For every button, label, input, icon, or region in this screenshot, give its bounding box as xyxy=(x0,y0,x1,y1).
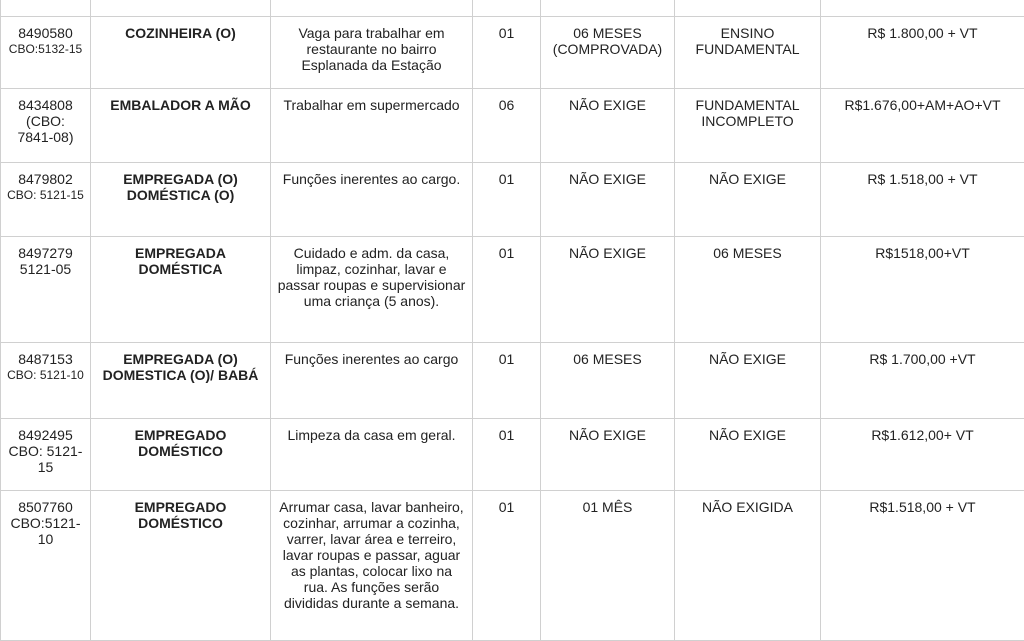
job-title-cell xyxy=(91,89,271,163)
job-title: COZINHEIRA (O) xyxy=(125,25,236,41)
job-title: EMPREGADO DOMÉSTICO xyxy=(135,499,227,531)
job-title: EMBALADOR A MÃO xyxy=(110,97,251,113)
table-row xyxy=(1,343,1024,419)
salary-cell xyxy=(821,17,1024,89)
job-code: 8487153 xyxy=(7,351,84,367)
experience-required: 01 MÊS xyxy=(583,499,633,515)
job-code: 8507760 xyxy=(7,499,84,515)
vacancy-count-cell xyxy=(473,343,541,419)
vacancy-count-cell xyxy=(473,237,541,343)
experience-required-cell xyxy=(541,163,675,237)
experience-required: NÃO EXIGE xyxy=(569,245,646,261)
salary-cell xyxy=(821,163,1024,237)
experience-required-cell xyxy=(541,343,675,419)
job-title-cell xyxy=(91,17,271,89)
job-description-cell xyxy=(271,17,473,89)
job-code: 8479802 xyxy=(7,171,84,187)
experience-required-cell xyxy=(541,17,675,89)
vacancy-count: 01 xyxy=(499,171,515,187)
cbo-code: CBO: 5121-10 xyxy=(7,367,84,383)
table-row xyxy=(1,491,1024,641)
schooling-required-cell xyxy=(675,163,821,237)
vacancy-count-cell xyxy=(473,419,541,491)
salary-cell xyxy=(821,237,1024,343)
job-code-cell xyxy=(1,163,91,237)
job-description: Funções inerentes ao cargo xyxy=(285,351,459,367)
job-code-cell xyxy=(1,237,91,343)
schooling-required: NÃO EXIGIDA xyxy=(702,499,793,515)
vacancy-count-cell xyxy=(473,17,541,89)
job-title: EMPREGADO DOMÉSTICO xyxy=(135,427,227,459)
table-row xyxy=(1,163,1024,237)
job-description: Trabalhar em supermercado xyxy=(283,97,459,113)
table-row xyxy=(1,89,1024,163)
cbo-code: CBO: 5121-15 xyxy=(7,187,84,203)
schooling-required: FUNDAMENTAL INCOMPLETO xyxy=(696,97,800,129)
job-code: 8492495 xyxy=(7,427,84,443)
vacancy-count-cell xyxy=(473,491,541,641)
salary: R$1.612,00+ VT xyxy=(871,427,973,443)
job-description: Arrumar casa, lavar banheiro, cozinhar, arrumar a cozinha, varrer, lavar área e terreiro, lavar roupas e passar, aguar as plantas, colocar lixo na rua. As funções serão divididas durante a semana. xyxy=(279,499,463,611)
schooling-required: NÃO EXIGE xyxy=(709,351,786,367)
job-code-cell xyxy=(1,419,91,491)
vacancy-count: 01 xyxy=(499,427,515,443)
salary: R$ 1.800,00 + VT xyxy=(867,25,977,41)
experience-required: 06 MESES (COMPROVADA) xyxy=(553,25,662,57)
table-row xyxy=(1,237,1024,343)
salary: R$ 1.518,00 + VT xyxy=(867,171,977,187)
vacancy-count: 01 xyxy=(499,351,515,367)
job-code: 8434808 xyxy=(7,97,84,113)
experience-required: NÃO EXIGE xyxy=(569,427,646,443)
cbo-code: CBO: 5121-15 xyxy=(7,443,84,475)
job-description: Limpeza da casa em geral. xyxy=(287,427,455,443)
vacancy-count: 01 xyxy=(499,499,515,515)
job-title: EMPREGADA (O) DOMÉSTICA (O) xyxy=(123,171,238,203)
experience-required-cell xyxy=(541,237,675,343)
salary: R$1.518,00 + VT xyxy=(869,499,975,515)
job-title-cell xyxy=(91,237,271,343)
job-code: 8497279 xyxy=(7,245,84,261)
schooling-required: NÃO EXIGE xyxy=(709,427,786,443)
cbo-code: 5121-05 xyxy=(7,261,84,277)
experience-required-cell xyxy=(541,419,675,491)
vacancy-count-cell xyxy=(473,163,541,237)
job-description-cell xyxy=(271,163,473,237)
vacancy-count: 01 xyxy=(499,25,515,41)
salary-cell xyxy=(821,89,1024,163)
job-description-cell xyxy=(271,89,473,163)
experience-required: NÃO EXIGE xyxy=(569,171,646,187)
job-code-cell xyxy=(1,343,91,419)
schooling-required-cell xyxy=(675,89,821,163)
cbo-code: CBO:5121-10 xyxy=(7,515,84,547)
job-description-cell xyxy=(271,491,473,641)
vacancy-count-cell xyxy=(473,89,541,163)
job-title-cell xyxy=(91,163,271,237)
vacancy-count: 01 xyxy=(499,245,515,261)
job-code-cell xyxy=(1,17,91,89)
experience-required-cell xyxy=(541,491,675,641)
table-row xyxy=(1,17,1024,89)
job-description-cell xyxy=(271,419,473,491)
schooling-required-cell xyxy=(675,419,821,491)
cbo-code: (CBO: 7841-08) xyxy=(7,113,84,145)
salary: R$1.676,00+AM+AO+VT xyxy=(844,97,1000,113)
salary: R$ 1.700,00 +VT xyxy=(869,351,975,367)
job-title-cell xyxy=(91,419,271,491)
schooling-required-cell xyxy=(675,17,821,89)
job-title-cell xyxy=(91,491,271,641)
job-description-cell xyxy=(271,343,473,419)
schooling-required-cell xyxy=(675,343,821,419)
job-title: EMPREGADA (O) DOMESTICA (O)/ BABÁ xyxy=(103,351,259,383)
schooling-required: 06 MESES xyxy=(713,245,781,261)
job-code: 8490580 xyxy=(7,25,84,41)
job-description-cell xyxy=(271,237,473,343)
table-row-partial xyxy=(1,0,1024,17)
schooling-required: ENSINO FUNDAMENTAL xyxy=(696,25,800,57)
salary-cell xyxy=(821,491,1024,641)
job-description: Funções inerentes ao cargo. xyxy=(283,171,460,187)
salary: R$1518,00+VT xyxy=(875,245,970,261)
job-description: Cuidado e adm. da casa, limpaz, cozinhar, lavar e passar roupas e supervisionar uma criança (5 anos). xyxy=(278,245,466,309)
vacancy-count: 06 xyxy=(499,97,515,113)
experience-required: NÃO EXIGE xyxy=(569,97,646,113)
job-title-cell xyxy=(91,343,271,419)
job-code-cell xyxy=(1,491,91,641)
job-title: EMPREGADA DOMÉSTICA xyxy=(135,245,226,277)
schooling-required-cell xyxy=(675,237,821,343)
schooling-required: NÃO EXIGE xyxy=(709,171,786,187)
salary-cell xyxy=(821,343,1024,419)
experience-required-cell xyxy=(541,89,675,163)
cbo-code: CBO:5132-15 xyxy=(7,41,84,57)
table-row xyxy=(1,419,1024,491)
experience-required: 06 MESES xyxy=(573,351,641,367)
job-description: Vaga para trabalhar em restaurante no bairro Esplanada da Estação xyxy=(298,25,444,73)
schooling-required-cell xyxy=(675,491,821,641)
salary-cell xyxy=(821,419,1024,491)
job-code-cell xyxy=(1,89,91,163)
